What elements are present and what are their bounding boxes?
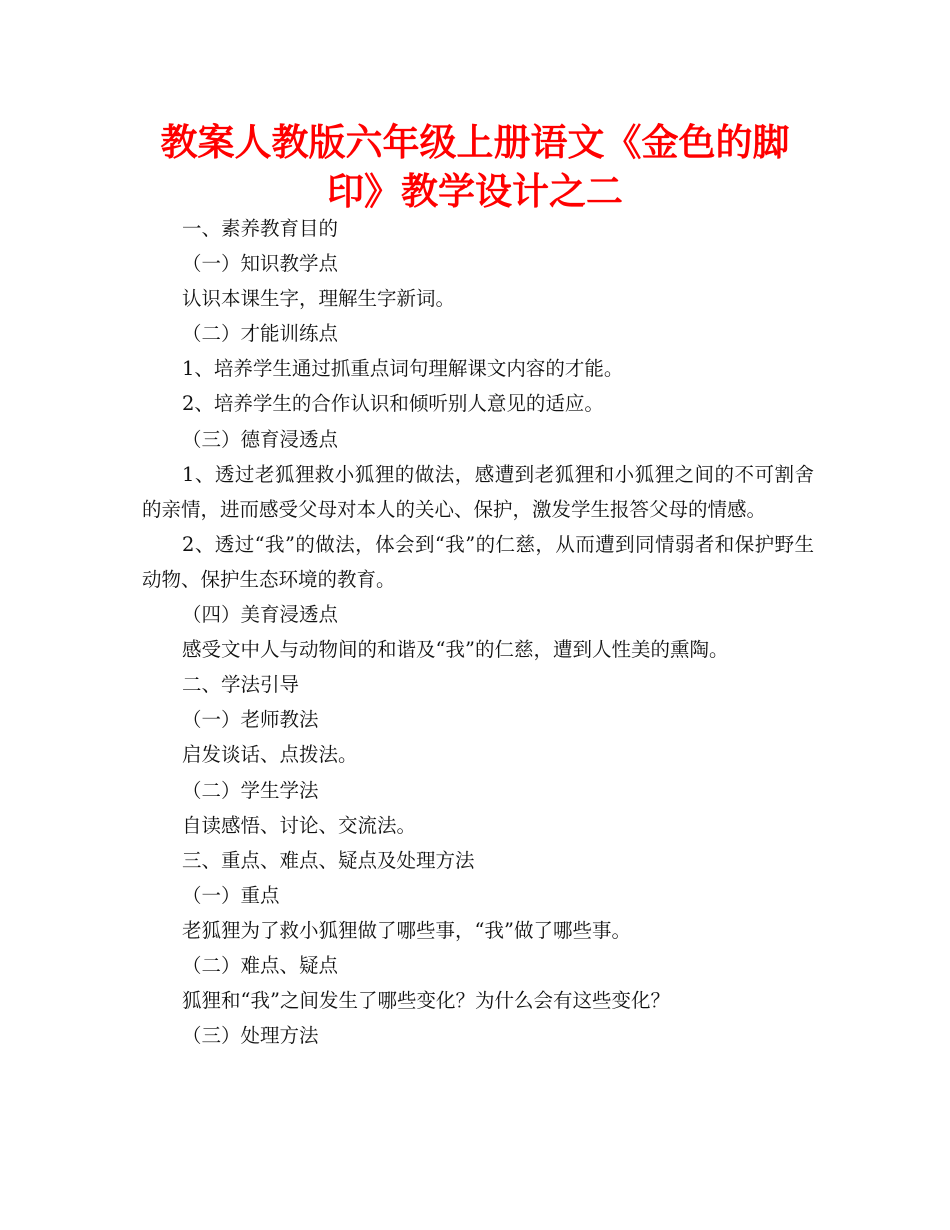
paragraph: 自读感悟、讨论、交流法。 [182,813,417,837]
section-heading-2: 二、学法引导 [182,673,300,697]
paragraph: 1、培养学生通过抓重点词句理解课文内容的才能。 [182,357,624,381]
paragraph: 认识本课生字，理解生字新词。 [182,287,456,311]
paragraph: 感受文中人与动物间的和谐及“我”的仁慈，遭到人性美的熏陶。 [182,638,729,662]
section-heading-1: 一、素养教育目的 [182,217,339,240]
subsection-heading: （一）重点 [182,883,280,907]
document-title: 教案人教版六年级上册语文《金色的脚印》教学设计之二 [160,121,790,213]
subsection-heading: （三）德育浸透点 [182,427,339,451]
paragraph: 启发谈话、点拨法。 [182,743,358,767]
subsection-heading: （二）难点、疑点 [182,953,339,977]
subsection-heading: （二）学生学法 [182,778,319,802]
paragraph: 狐狸和“我”之间发生了哪些变化？为什么会有这些变化？ [182,989,670,1013]
paragraph: 2、透过“我”的做法，体会到“我”的仁慈，从而遭到同情弱者和保护野生动物、保护生态环境的教育。 [142,532,814,591]
subsection-heading: （一）老师教法 [182,708,319,732]
subsection-heading: （二）才能训练点 [182,322,339,346]
subsection-heading: （一）知识教学点 [182,252,339,276]
subsection-heading: （三）处理方法 [182,1024,319,1048]
paragraph: 2、培养学生的合作认识和倾听别人意见的适应。 [182,392,604,416]
document-body [142,211,814,1053]
paragraph: 1、透过老狐狸救小狐狸的做法，感遭到老狐狸和小狐狸之间的不可割舍的亲情，进而感受父母对本人的关心、保护，激发学生报答父母的情感。 [142,462,814,521]
paragraph: 老狐狸为了救小狐狸做了哪些事，“我”做了哪些事。 [182,918,631,942]
section-heading-3: 三、重点、难点、疑点及处理方法 [182,848,475,872]
subsection-heading: （四）美育浸透点 [182,603,339,627]
